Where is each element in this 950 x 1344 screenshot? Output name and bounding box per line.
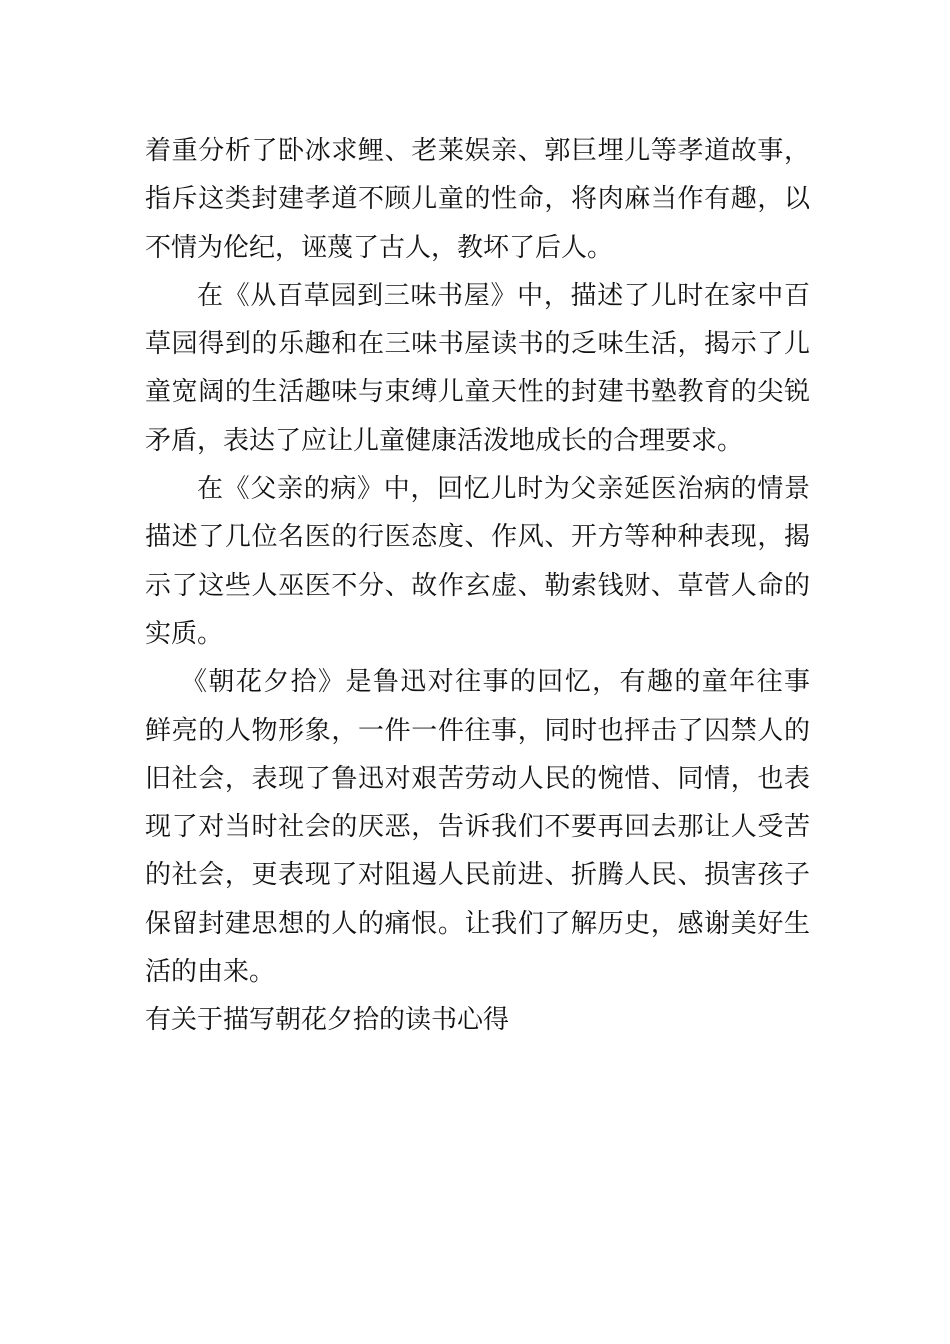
text-line: 草园得到的乐趣和在三味书屋读书的乏味生活，揭示了儿 bbox=[145, 329, 810, 360]
paragraph-zhaohuaxishi-summary bbox=[145, 658, 810, 996]
text-line: 实质。 bbox=[145, 618, 224, 649]
text-line: 指斥这类封建孝道不顾儿童的性命，将肉麻当作有趣，以 bbox=[145, 184, 810, 215]
document-body bbox=[145, 127, 810, 1045]
text-line: 示了这些人巫医不分、故作玄虚、勒索钱财、草菅人命的 bbox=[145, 570, 810, 601]
text-line: 保留封建思想的人的痛恨。让我们了解历史，感谢美好生 bbox=[145, 908, 810, 939]
section-heading: 有关于描写朝花夕拾的读书心得 bbox=[145, 1005, 510, 1036]
text-line: 童宽阔的生活趣味与束缚儿童天性的封建书塾教育的尖锐 bbox=[145, 377, 810, 408]
text-line: 在《从百草园到三味书屋》中，描述了儿时在家中百 bbox=[197, 280, 810, 311]
paragraph-baicaoyuan bbox=[145, 272, 810, 465]
text-line: 鲜亮的人物形象，一件一件往事，同时也抨击了囚禁人的 bbox=[145, 715, 810, 746]
text-line: 活的由来。 bbox=[145, 957, 276, 988]
paragraph-fathers-illness bbox=[145, 465, 810, 658]
text-line: 的社会，更表现了对阻遏人民前进、折腾人民、损害孩子 bbox=[145, 860, 810, 891]
text-line: 描述了几位名医的行医态度、作风、开方等种种表现，揭 bbox=[145, 522, 810, 553]
text-line: 矛盾，表达了应让儿童健康活泼地成长的合理要求。 bbox=[145, 425, 744, 456]
text-line: 《朝花夕拾》是鲁迅对往事的回忆，有趣的童年往事 bbox=[181, 667, 810, 698]
paragraph-filial-piety bbox=[145, 127, 810, 272]
text-line: 不情为伦纪，诬蔑了古人，教坏了后人。 bbox=[145, 232, 614, 263]
text-line: 着重分析了卧冰求鲤、老莱娱亲、郭巨埋儿等孝道故事， bbox=[145, 136, 810, 166]
text-line: 旧社会，表现了鲁迅对艰苦劳动人民的惋惜、同情，也表 bbox=[145, 763, 810, 794]
text-line: 现了对当时社会的厌恶，告诉我们不要再回去那让人受苦 bbox=[145, 812, 810, 843]
text-line: 在《父亲的病》中，回忆儿时为父亲延医治病的情景 bbox=[197, 474, 810, 505]
